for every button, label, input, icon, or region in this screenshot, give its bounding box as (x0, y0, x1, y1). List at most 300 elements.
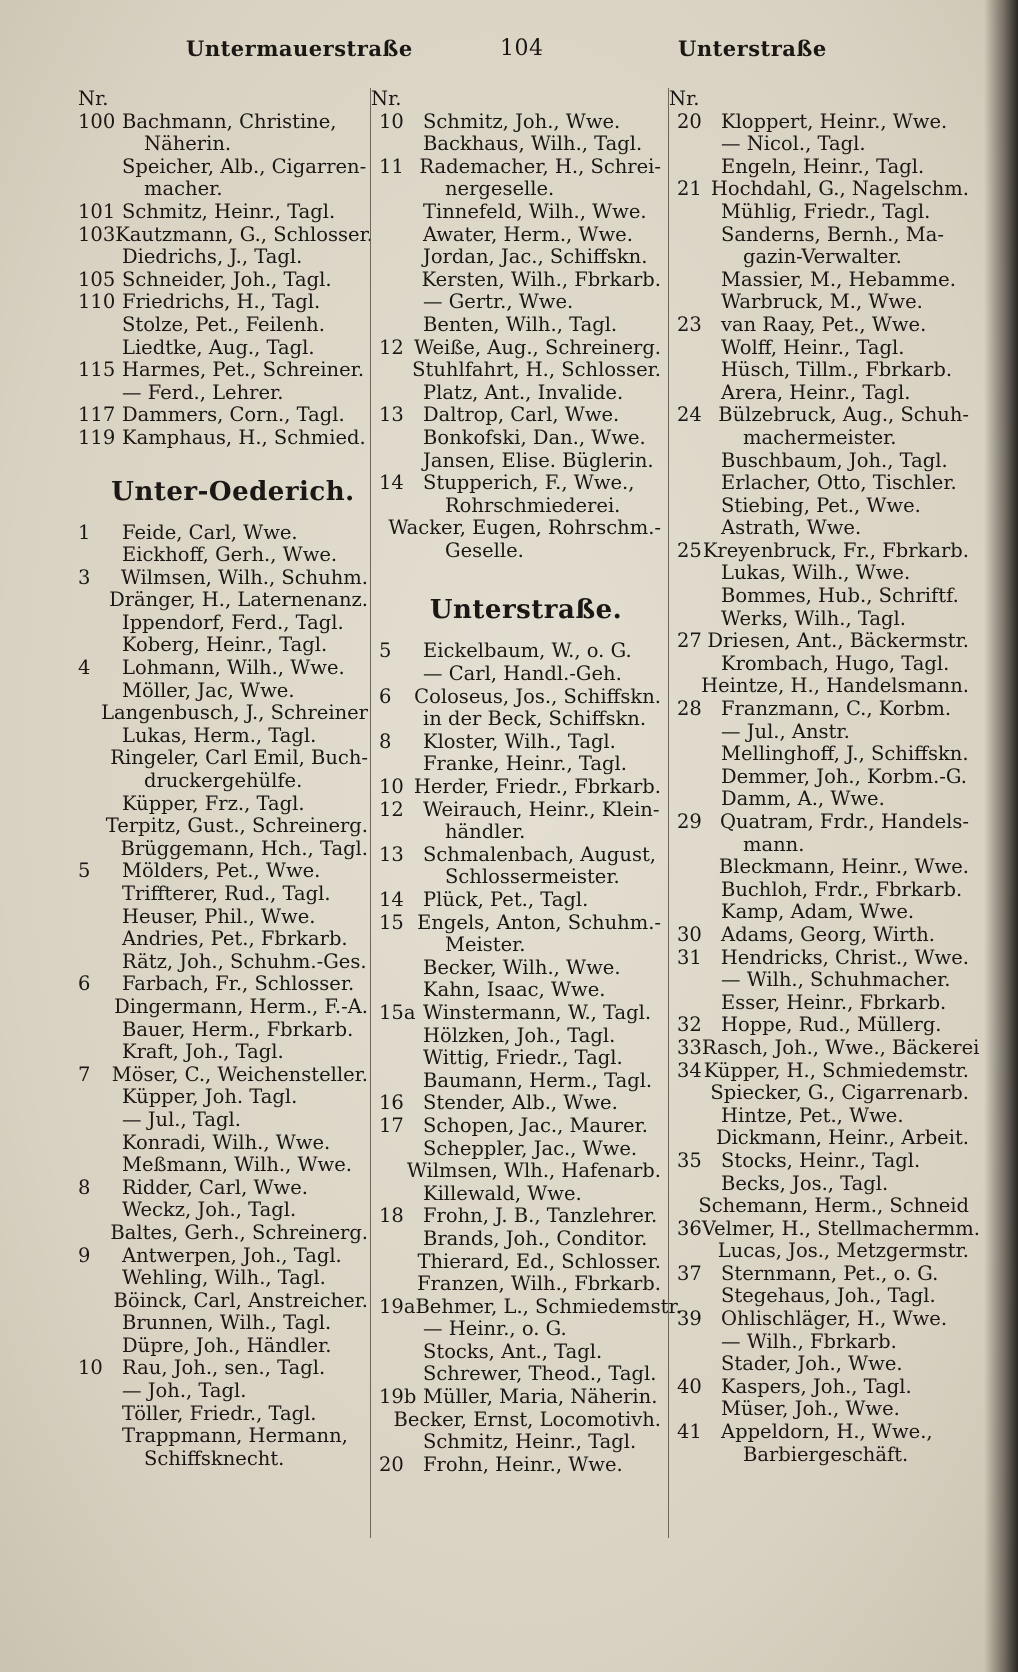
house-number: 16 (379, 1091, 404, 1115)
house-number: 20 (379, 1452, 404, 1476)
column-2 (370, 87, 682, 1538)
resident-text: Becker, Wilh., Wwe. (423, 955, 621, 979)
house-number (669, 1285, 721, 1308)
resident-text: Stolze, Pet., Feilenh. (122, 312, 325, 336)
directory-entry (669, 879, 969, 902)
house-number (669, 992, 721, 1015)
directory-entry (78, 1335, 368, 1358)
resident-text: Jansen, Elise. Büglerin. (423, 448, 654, 472)
directory-entry (78, 222, 373, 247)
resident-text: Barbiergeschäft. (743, 1442, 909, 1466)
directory-entry (371, 1025, 661, 1048)
house-number (669, 879, 721, 902)
resident-text: Düpre, Joh., Händler. (122, 1333, 332, 1357)
house-number (371, 753, 423, 776)
entry-continuation (78, 1448, 368, 1471)
resident-text: Dingermann, Herm., F.-A. (114, 994, 368, 1018)
house-number (78, 883, 122, 906)
house-number (371, 495, 423, 518)
house-number: 23 (677, 312, 702, 336)
resident-text: in der Beck, Schiffskn. (423, 707, 647, 731)
directory-entry (78, 382, 368, 405)
resident-text: Franke, Heinr., Tagl. (423, 752, 627, 776)
directory-entry (78, 1177, 368, 1200)
resident-text: Meister. (445, 933, 526, 957)
resident-text: händler. (445, 820, 526, 844)
directory-entry (669, 721, 969, 744)
resident-text: Andries, Pet., Fbrkarb. (122, 927, 348, 951)
directory-entry (669, 201, 969, 224)
house-number: 19b (379, 1385, 417, 1409)
house-number (78, 996, 114, 1019)
resident-text: Awater, Herm., Wwe. (423, 222, 633, 246)
resident-text: — Joh., Tagl. (122, 1379, 247, 1403)
resident-text: — Jul., Anstr. (721, 719, 850, 743)
directory-entry (78, 544, 368, 567)
house-number (371, 427, 423, 450)
directory-entry (669, 269, 969, 292)
resident-text: Buschbaum, Joh., Tagl. (721, 448, 948, 472)
directory-entry (669, 811, 969, 834)
directory-entry (371, 1363, 661, 1386)
directory-entry (78, 634, 368, 657)
resident-text: Schmitz, Heinr., Tagl. (122, 199, 336, 223)
resident-text: Heintze, H., Handelsmann. (701, 674, 969, 698)
directory-entry (78, 337, 368, 360)
resident-text: Stupperich, F., Wwe., (423, 471, 635, 495)
directory-entry (669, 1082, 969, 1105)
directory-entry (78, 404, 368, 427)
house-number (78, 1380, 122, 1403)
column-1 (78, 87, 373, 1470)
directory-entry (669, 1014, 969, 1037)
resident-text: Bleckmann, Heinr., Wwe. (718, 855, 969, 879)
directory-entry (371, 889, 661, 912)
street-heading: Unter-Oederich. (111, 476, 355, 507)
resident-text: Harmes, Pet., Schreiner. (122, 358, 365, 382)
house-number (78, 951, 122, 974)
house-number (669, 969, 721, 992)
house-number (669, 201, 721, 224)
directory-entry (371, 663, 661, 686)
page-edge-shadow (984, 0, 1018, 1672)
entry-continuation (669, 834, 969, 857)
house-number (371, 1183, 423, 1206)
resident-text: Arera, Heinr., Tagl. (721, 380, 911, 404)
resident-text: Sternmann, Pet., o. G. (721, 1261, 939, 1285)
directory-entry (371, 291, 661, 314)
directory-entry (78, 1380, 368, 1403)
resident-text: Weirauch, Heinr., Klein- (423, 797, 660, 821)
house-number (669, 562, 721, 585)
directory-entry (78, 589, 368, 612)
directory-entry (371, 1273, 661, 1296)
directory-entry (669, 1421, 969, 1444)
house-number: 25 (677, 538, 702, 562)
house-number (371, 224, 423, 247)
resident-text: Rademacher, H., Schrei- (419, 154, 661, 178)
resident-text: Dickmann, Heinr., Arbeit. (715, 1126, 969, 1150)
resident-text: Ridder, Carl, Wwe. (122, 1175, 308, 1199)
house-number (78, 314, 122, 337)
house-number (669, 246, 721, 269)
resident-text: Schneider, Joh., Tagl. (122, 267, 332, 291)
resident-text: Lucas, Jos., Metzgermstr. (717, 1239, 969, 1263)
resident-text: Velmer, H., Stellmachermm. (701, 1216, 980, 1240)
resident-text: Dammers, Corn., Tagl. (122, 403, 345, 427)
house-number (371, 1228, 423, 1251)
house-number (669, 269, 721, 292)
resident-text: Liedtke, Aug., Tagl. (122, 335, 315, 359)
house-number (669, 1082, 710, 1105)
house-number (669, 1195, 698, 1218)
house-number (78, 178, 122, 201)
resident-text: Koberg, Heinr., Tagl. (122, 633, 328, 657)
directory-entry (669, 1035, 980, 1060)
resident-text: Becks, Jos., Tagl. (721, 1171, 889, 1195)
house-number (669, 1173, 721, 1196)
directory-entry (371, 1205, 661, 1228)
house-number: 28 (677, 697, 702, 721)
directory-entry (78, 1425, 368, 1448)
directory-entry (371, 1431, 661, 1454)
directory-entry (78, 1132, 368, 1155)
directory-entry (371, 450, 661, 473)
house-number (78, 1425, 122, 1448)
resident-text: — Nicol., Tagl. (721, 132, 866, 156)
house-number: 6 (78, 972, 91, 996)
directory-entry (371, 1454, 661, 1477)
house-number (669, 1398, 721, 1421)
directory-entry (78, 201, 368, 224)
house-number (371, 178, 423, 201)
directory-entry (371, 776, 661, 799)
directory-entry (669, 1105, 969, 1128)
house-number (78, 246, 122, 269)
number-column-label: Nr. (371, 87, 402, 110)
house-number (78, 793, 122, 816)
house-number (371, 708, 423, 731)
resident-text: Damm, A., Wwe. (721, 787, 885, 811)
resident-text: Müller, Maria, Näherin. (423, 1385, 658, 1409)
resident-text: Engels, Anton, Schuhm.- (417, 910, 661, 934)
house-number: 31 (677, 945, 702, 969)
house-number (78, 680, 122, 703)
entry-continuation (78, 178, 368, 201)
directory-entry (78, 1290, 368, 1313)
directory-entry (371, 1183, 661, 1206)
resident-text: Lukas, Herm., Tagl. (122, 723, 317, 747)
resident-text: Brunnen, Wilh., Tagl. (122, 1311, 332, 1335)
entry-continuation (669, 427, 969, 450)
resident-text: Daltrop, Carl, Wwe. (423, 403, 620, 427)
resident-text: Plück, Pet., Tagl. (423, 888, 589, 911)
house-number: 13 (379, 842, 404, 866)
resident-text: — Gertr., Wwe. (423, 290, 574, 314)
directory-entry (371, 979, 661, 1002)
house-number: 40 (677, 1374, 702, 1398)
house-number (371, 663, 423, 686)
directory-entry (669, 947, 969, 970)
entry-continuation (669, 246, 969, 269)
house-number (669, 359, 721, 382)
resident-text: Hölzken, Joh., Tagl. (423, 1023, 616, 1047)
resident-text: Farbach, Fr., Schlosser. (122, 972, 355, 996)
resident-text: Möser, C., Weichensteller. (111, 1062, 368, 1086)
house-number: 15a (379, 1000, 416, 1024)
house-number (669, 721, 721, 744)
resident-text: — Jul., Tagl. (122, 1107, 241, 1131)
resident-text: Schmalenbach, August, (423, 842, 657, 866)
directory-entry (371, 201, 661, 224)
resident-text: — Heinr., o. G. (423, 1317, 567, 1341)
resident-text: Hintze, Pet., Wwe. (721, 1103, 904, 1127)
directory-entry (78, 860, 368, 883)
directory-entry (78, 1199, 368, 1222)
directory-entry (669, 992, 969, 1015)
directory-entry (78, 1019, 368, 1042)
directory-entry (371, 382, 661, 405)
house-number (669, 291, 721, 314)
resident-text: Stegehaus, Joh., Tagl. (721, 1284, 936, 1308)
directory-entry (371, 1160, 661, 1183)
directory-entry (669, 404, 969, 427)
resident-text: Küpper, Frz., Tagl. (122, 791, 305, 815)
resident-text: Stiebing, Pet., Wwe. (721, 493, 921, 517)
directory-entry (78, 1109, 368, 1132)
house-number: 11 (379, 154, 404, 178)
house-number: 5 (379, 639, 392, 663)
entry-continuation (371, 540, 661, 563)
directory-entry (669, 382, 969, 405)
resident-text: Backhaus, Wilh., Tagl. (423, 132, 643, 156)
directory-entry (78, 314, 368, 337)
resident-text: Ringeler, Carl Emil, Buch- (110, 746, 368, 770)
house-number (78, 1448, 122, 1471)
house-number (371, 1160, 407, 1183)
resident-text: Schmitz, Heinr., Tagl. (423, 1430, 637, 1454)
resident-text: Wacker, Eugen, Rohrschm.- (388, 516, 661, 540)
resident-text: Böinck, Carl, Anstreicher. (113, 1288, 368, 1312)
resident-text: Dränger, H., Laternenanz. (109, 588, 368, 612)
resident-text: Rätz, Joh., Schuhm.-Ges. (122, 949, 367, 973)
directory-entry (371, 1386, 661, 1409)
entry-continuation (371, 934, 661, 957)
house-number: 12 (379, 797, 404, 821)
directory-entry (78, 838, 368, 861)
directory-entry (669, 178, 969, 201)
resident-text: Bülzebruck, Aug., Schuh- (718, 403, 969, 427)
entry-continuation (371, 821, 661, 844)
resident-text: Schiffsknecht. (144, 1446, 285, 1470)
house-number (371, 1047, 423, 1070)
resident-text: Antwerpen, Joh., Tagl. (122, 1243, 342, 1267)
house-number: 21 (677, 177, 702, 201)
number-column-label: Nr. (669, 87, 700, 110)
resident-text: Ippendorf, Ferd., Tagl. (122, 610, 344, 634)
directory-entry (371, 1115, 661, 1138)
resident-text: Heuser, Phil., Wwe. (122, 904, 316, 928)
house-number (669, 585, 721, 608)
directory-entry (78, 973, 368, 996)
directory-entry (669, 1376, 969, 1399)
resident-text: — Carl, Handl.-Geh. (423, 662, 622, 686)
directory-entry (78, 1357, 368, 1380)
resident-text: Wolff, Heinr., Tagl. (721, 335, 905, 359)
directory-entry (78, 567, 368, 590)
directory-entry (669, 1263, 969, 1286)
house-number (78, 928, 122, 951)
house-number: 24 (677, 403, 702, 427)
resident-text: Weiße, Aug., Schreinerg. (414, 335, 661, 359)
directory-entry (371, 844, 661, 867)
directory-entry (669, 450, 969, 473)
directory-entry (78, 1064, 368, 1087)
house-number (78, 1019, 122, 1042)
resident-text: Mellinghoff, J., Schiffskn. (721, 742, 969, 766)
resident-text: Hüsch, Tillm., Fbrkarb. (721, 358, 953, 382)
directory-entry (78, 793, 368, 816)
resident-text: Baumann, Herm., Tagl. (423, 1068, 653, 1092)
house-number: 12 (379, 335, 404, 359)
resident-text: Schmitz, Joh., Wwe. (423, 109, 621, 133)
directory-entry (371, 246, 661, 269)
resident-text: Behmer, L., Schmiedemstr. (415, 1294, 682, 1318)
directory-entry (669, 969, 969, 992)
house-number (371, 934, 423, 957)
directory-entry (669, 743, 969, 766)
directory-entry (669, 1195, 969, 1218)
house-number (371, 1138, 423, 1161)
directory-entry (78, 906, 368, 929)
house-number (669, 766, 721, 789)
resident-text: Bommes, Hub., Schriftf. (721, 584, 959, 608)
directory-entry (669, 111, 969, 134)
directory-entry (371, 1047, 661, 1070)
resident-text: Wittig, Friedr., Tagl. (423, 1046, 623, 1070)
house-number: 10 (379, 775, 404, 799)
resident-text: Speicher, Alb., Cigarren- (122, 154, 367, 178)
resident-text: Quatram, Frdr., Handels- (720, 810, 969, 833)
house-number (78, 337, 122, 360)
resident-text: Langenbusch, J., Schreiner (101, 701, 368, 725)
house-number: 101 (78, 199, 116, 223)
house-number (371, 1251, 417, 1274)
directory-entry (371, 799, 661, 822)
directory-entry (371, 111, 661, 134)
house-number (78, 1222, 110, 1245)
house-number (669, 788, 721, 811)
directory-entry (371, 753, 661, 776)
directory-entry (669, 156, 969, 179)
house-number (371, 517, 388, 540)
resident-text: Killewald, Wwe. (423, 1181, 582, 1205)
directory-entry (371, 133, 661, 156)
directory-entry (78, 1267, 368, 1290)
house-number: 17 (379, 1113, 404, 1137)
directory-entry (669, 1398, 969, 1421)
directory-entry (669, 608, 969, 631)
directory-entry (669, 585, 969, 608)
directory-entry (669, 133, 969, 156)
directory-entry (371, 1294, 682, 1319)
directory-entry (78, 702, 368, 725)
house-number: 18 (379, 1204, 404, 1228)
house-number: 8 (78, 1175, 91, 1199)
resident-text: Franzmann, C., Korbm. (721, 697, 952, 721)
directory-entry (371, 1251, 661, 1274)
directory-entry (371, 314, 661, 337)
directory-entry (669, 495, 969, 518)
resident-text: Schemann, Herm., Schneid (698, 1194, 969, 1218)
resident-text: Krombach, Hugo, Tagl. (721, 651, 950, 675)
number-column-label: Nr. (78, 87, 109, 110)
house-number (78, 702, 101, 725)
house-number: 32 (677, 1013, 702, 1037)
resident-text: Ohlischläger, H., Wwe. (721, 1307, 948, 1331)
resident-text: Bachmann, Christine, (122, 109, 337, 133)
resident-text: Diedrichs, J., Tagl. (122, 245, 303, 269)
resident-text: mann. (743, 832, 805, 856)
running-head-left: Untermauerstraße (186, 36, 413, 61)
entry-continuation (371, 178, 661, 201)
house-number: 33 (677, 1035, 702, 1059)
directory-entry (669, 924, 969, 947)
house-number: 14 (379, 471, 404, 495)
directory-entry (669, 1285, 969, 1308)
directory-entry (669, 1150, 969, 1173)
resident-text: van Raay, Pet., Wwe. (721, 312, 927, 336)
resident-text: Kreyenbruck, Fr., Fbrkarb. (702, 538, 969, 562)
house-number (78, 747, 110, 770)
house-number (371, 201, 423, 224)
resident-text: Franzen, Wilh., Fbrkarb. (417, 1272, 661, 1296)
directory-entry (371, 427, 661, 450)
directory-entry (371, 404, 661, 427)
house-number: 35 (677, 1148, 702, 1172)
house-number (371, 1363, 423, 1386)
directory-entry (78, 747, 368, 770)
resident-text: Küpper, Joh. Tagl. (122, 1085, 298, 1109)
directory-entry (669, 1173, 969, 1196)
directory-entry (669, 314, 969, 337)
house-number (669, 133, 721, 156)
house-number (669, 901, 721, 924)
house-number (78, 1154, 122, 1177)
resident-text: Kloppert, Heinr., Wwe. (721, 109, 948, 133)
resident-text: druckergehülfe. (144, 769, 303, 793)
directory-entry (78, 657, 368, 680)
house-number (371, 359, 412, 382)
house-number (371, 133, 423, 156)
resident-text: — Ferd., Lehrer. (122, 380, 284, 404)
directory-entry (371, 224, 661, 247)
resident-text: — Wilh., Fbrkarb. (721, 1329, 897, 1353)
directory-entry (669, 1127, 969, 1150)
house-number: 30 (677, 922, 702, 946)
directory-entry (669, 337, 969, 360)
house-number: 14 (379, 888, 404, 911)
directory-entry (371, 1409, 661, 1432)
directory-entry (669, 1216, 980, 1241)
entry-continuation (669, 1444, 969, 1467)
house-number: 10 (379, 109, 404, 133)
resident-text: Kloster, Wilh., Tagl. (423, 729, 616, 753)
directory-entry (78, 291, 368, 314)
directory-entry (669, 766, 969, 789)
entry-continuation (78, 770, 368, 793)
resident-text: Näherin. (144, 132, 232, 156)
